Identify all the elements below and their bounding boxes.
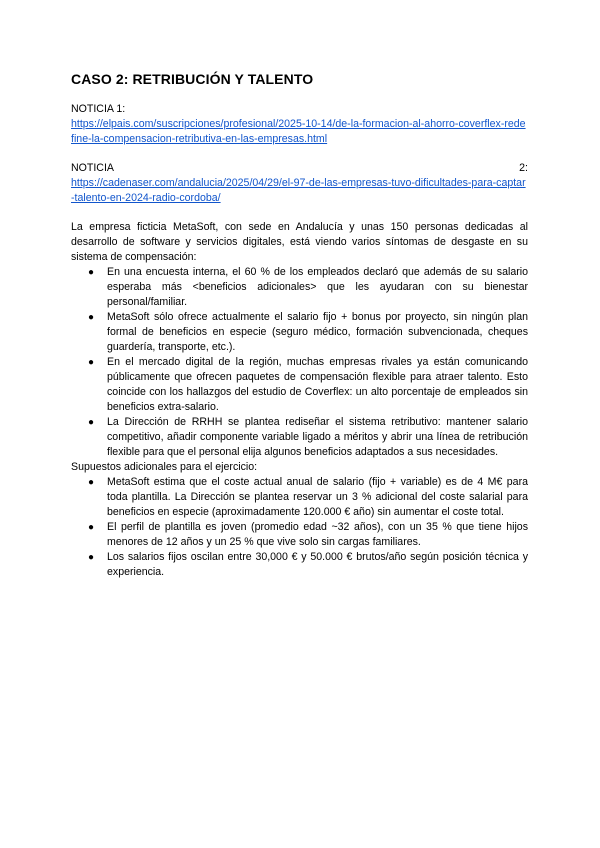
list-item — [71, 265, 528, 310]
bullet-icon: ● — [88, 417, 95, 428]
noticia-1-link[interactable]: https://elpais.com/suscripciones/profesional/2025-10-14/de-la-formacion-al-ahorro-coverflex-redefine-la-compensacion-retributiva-en-las-empresas.html — [71, 118, 526, 145]
bullet-icon: ● — [88, 357, 95, 368]
noticia-1-section — [71, 102, 528, 147]
bullet-icon: ● — [88, 267, 95, 278]
noticia-2-label — [71, 161, 528, 176]
list-item-text: El perfil de plantilla es joven (promedio edad ~32 años), con un 35 % que tiene hijos menores de 12 años y un 25 % que vive solo sin cargas familiares. — [107, 521, 528, 548]
list-item — [71, 310, 528, 355]
noticia-2-label-right: 2: — [519, 162, 528, 174]
list-item-text: MetaSoft estima que el coste actual anual de salario (fijo + variable) es de 4 M€ para toda plantilla. La Dirección se plantea reservar un 3 % adicional del coste salarial para beneficios en especie (aproximadamente 120.000 € año) sin aumentar el coste total. — [107, 476, 528, 518]
noticia-2-label-left: NOTICIA — [71, 162, 114, 174]
noticia-1-label: NOTICIA 1: — [71, 103, 126, 115]
bullet-icon: ● — [88, 477, 95, 488]
list-item — [71, 415, 528, 460]
symptoms-list — [71, 265, 528, 460]
bullet-icon: ● — [88, 522, 95, 533]
list-item-text: Los salarios fijos oscilan entre 30,000 € y 50.000 € brutos/año según posición técnica y experiencia. — [107, 551, 528, 578]
noticia-2-link[interactable]: https://cadenaser.com/andalucia/2025/04/29/el-97-de-las-empresas-tuvo-dificultades-para-captar-talento-en-2024-radio-cordoba/ — [71, 177, 526, 204]
case-title: CASO 2: RETRIBUCIÓN Y TALENTO — [71, 71, 314, 87]
list-item-text: La Dirección de RRHH se plantea rediseñar el sistema retributivo: mantener salario competitivo, añadir componente variable ligado a méritos y abrir una línea de retribución flexible para que el personal elija algunos beneficios adaptados a sus necesidades. — [107, 416, 528, 458]
list-item — [71, 355, 528, 415]
list-item — [71, 475, 528, 520]
assumptions-heading: Supuestos adicionales para el ejercicio: — [71, 461, 258, 473]
list-item — [71, 520, 528, 550]
assumptions-list — [71, 475, 528, 580]
list-item — [71, 550, 528, 580]
intro-paragraph: La empresa ficticia MetaSoft, con sede en Andalucía y unas 150 personas dedicadas al desarrollo de software y servicios digitales, está viendo varios síntomas de desgaste en su sistema de compensación: — [71, 221, 528, 263]
bullet-icon: ● — [88, 312, 95, 323]
noticia-2-section — [71, 161, 528, 206]
case-body — [71, 220, 528, 580]
list-item-text: En el mercado digital de la región, muchas empresas rivales ya están comunicando públicamente que ofrecen paquetes de compensación flexible para atraer talento. Esto coincide con los hallazgos del estudio de Coverflex: un alto porcentaje de empleados sin beneficios extra-salario. — [107, 356, 528, 413]
list-item-text: En una encuesta interna, el 60 % de los empleados declaró que además de su salario esperaba más <beneficios adicionales> que les ayudaran con su bienestar personal/familiar. — [107, 266, 528, 308]
list-item-text: MetaSoft sólo ofrece actualmente el salario fijo + bonus por proyecto, sin ningún plan formal de beneficios en especie (seguro médico, formación subvencionada, cheques guardería, transporte, etc.). — [107, 311, 528, 353]
bullet-icon: ● — [88, 552, 95, 563]
